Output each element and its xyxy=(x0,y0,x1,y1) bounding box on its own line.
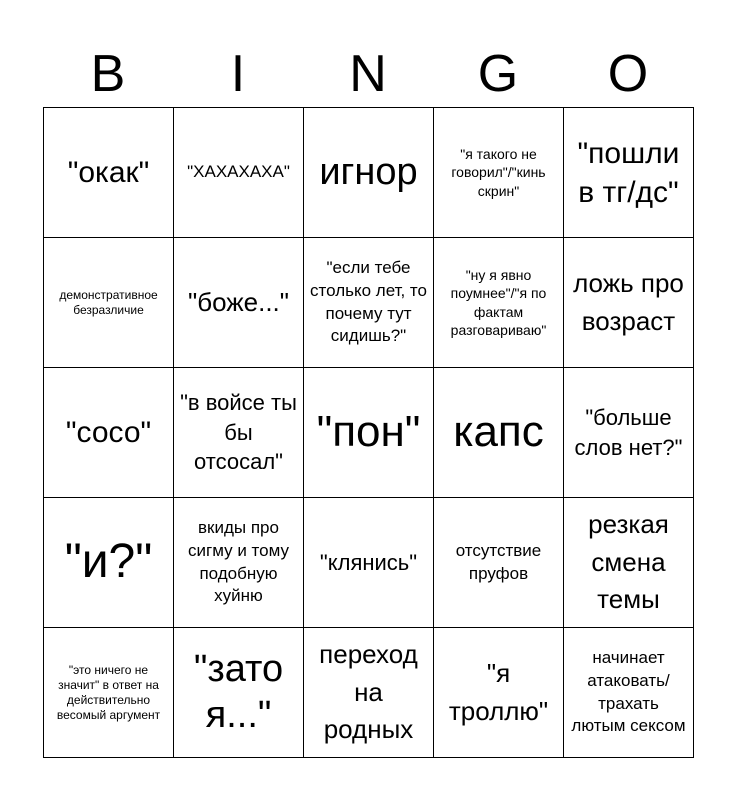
bingo-cell[interactable]: резкая смена темы xyxy=(564,498,694,628)
bingo-cell[interactable]: "и?" xyxy=(44,498,174,628)
bingo-cell[interactable]: "пошли в тг/дс" xyxy=(564,108,694,238)
bingo-cell[interactable]: "в войсе ты бы отсосал" xyxy=(174,368,304,498)
bingo-cell[interactable]: "клянись" xyxy=(304,498,434,628)
bingo-cell[interactable]: "ХАХАХАХА" xyxy=(174,108,304,238)
bingo-cell[interactable]: капс xyxy=(434,368,564,498)
bingo-cell[interactable]: "если тебе столько лет, то почему тут сидишь?" xyxy=(304,238,434,368)
bingo-cell[interactable]: "я троллю" xyxy=(434,628,564,758)
header-letter-n: N xyxy=(349,45,387,103)
bingo-board xyxy=(43,107,694,758)
bingo-cell[interactable]: демонстративное безразличие xyxy=(44,238,174,368)
bingo-cell[interactable]: переход на родных xyxy=(304,628,434,758)
header-letter-o: O xyxy=(607,45,649,103)
bingo-cell[interactable]: отсутствие пруфов xyxy=(434,498,564,628)
bingo-cell[interactable]: "ну я явно поумнее"/"я по фактам разговариваю" xyxy=(434,238,564,368)
bingo-cell[interactable]: "я такого не говорил"/"кинь скрин" xyxy=(434,108,564,238)
bingo-cell[interactable]: ложь про возраст xyxy=(564,238,694,368)
bingo-cell[interactable]: "окак" xyxy=(44,108,174,238)
bingo-header xyxy=(43,44,693,104)
bingo-cell[interactable]: "сосо" xyxy=(44,368,174,498)
bingo-cell[interactable]: вкиды про сигму и тому подобную хуйню xyxy=(174,498,304,628)
header-letter-g: G xyxy=(477,45,519,103)
bingo-cell[interactable]: "это ничего не значит" в ответ на действительно весомый аргумент xyxy=(44,628,174,758)
bingo-cell[interactable]: "пон" xyxy=(304,368,434,498)
bingo-cell[interactable]: "больше слов нет?" xyxy=(564,368,694,498)
header-letter-i: I xyxy=(230,45,246,103)
bingo-cell[interactable]: "боже..." xyxy=(174,238,304,368)
bingo-cell[interactable]: "зато я..." xyxy=(174,628,304,758)
bingo-cell[interactable]: игнор xyxy=(304,108,434,238)
bingo-cell[interactable]: начинает атаковать/трахать лютым сексом xyxy=(564,628,694,758)
header-letter-b: B xyxy=(90,45,126,103)
